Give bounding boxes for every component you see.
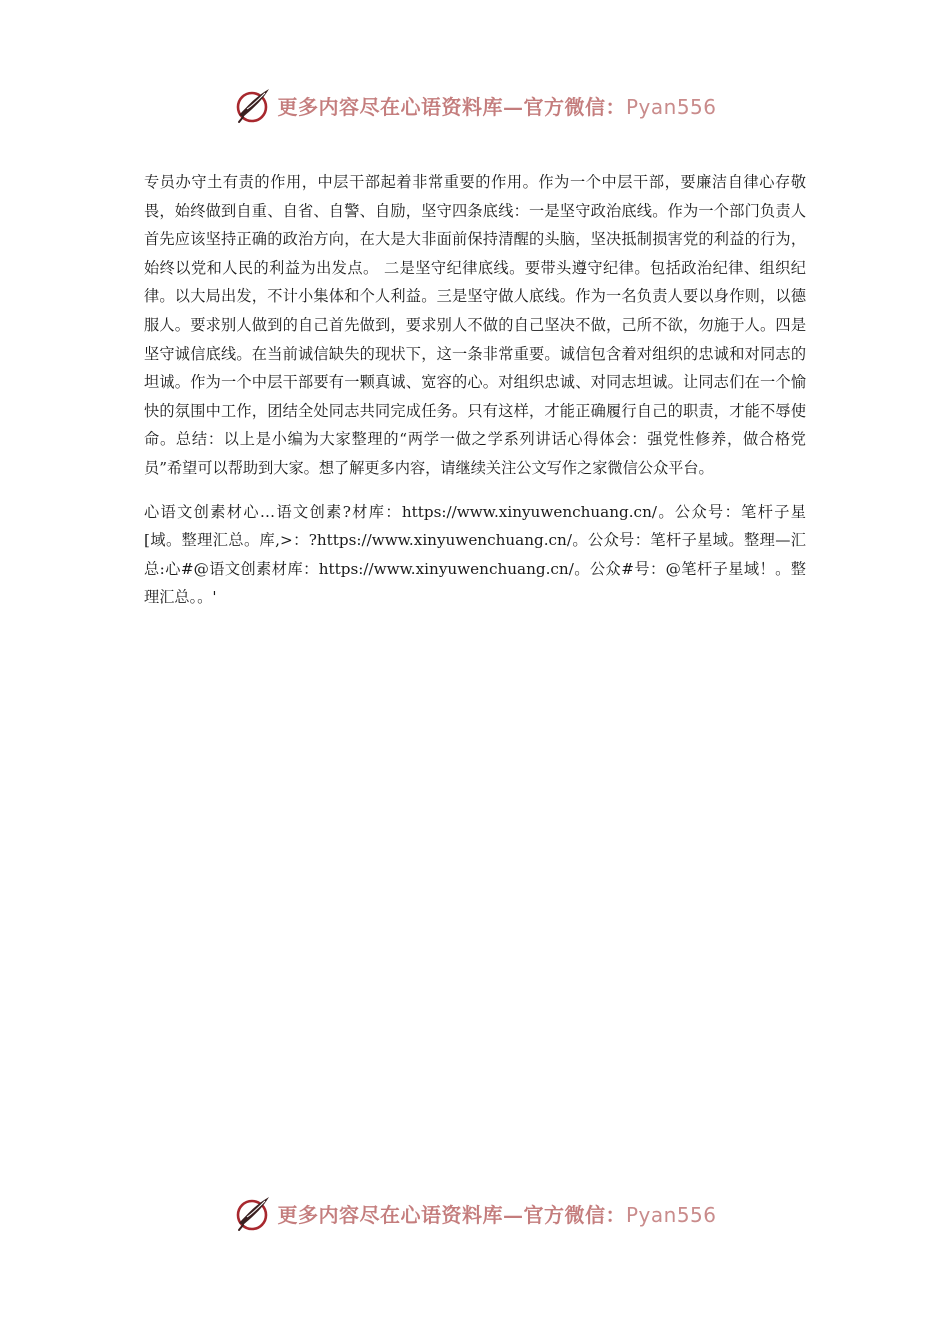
body-paragraph-2: 心语文创素材心…语文创素?材库：https://www.xinyuwenchuang.cn/。公众号：笔杆子星[域。整理汇总。库,>：?https://www.xinyuwenchuang.cn/。公众号：笔杆子星域。整理—汇总:心#@语文创素材库：https://www.xinyuwenchuang.cn/。公众#号：@笔杆子星域！。整理汇总。。' <box>144 502 806 607</box>
footer-banner-text <box>277 1199 716 1228</box>
footer-banner-cn: 更多内容尽在心语资料库—官方微信： <box>277 1202 626 1227</box>
quill-pen-logo-icon <box>233 1193 273 1233</box>
quill-pen-logo-icon <box>233 85 273 125</box>
header-banner <box>0 82 950 128</box>
header-banner-text <box>277 91 716 120</box>
footer-wechat-id: Pyan556 <box>625 1202 717 1227</box>
document-body <box>144 168 806 612</box>
body-paragraph-1: 专员办守土有责的作用，中层干部起着非常重要的作用。作为一个中层干部，要廉洁自律心存敬畏，始终做到自重、自省、自警、自励，坚守四条底线：一是坚守政治底线。作为一个部门负责人首先应该坚持正确的政治方向，在大是大非面前保持清醒的头脑，坚决抵制损害党的利益的行为，始终以党和人民的利益为出发点。 二是坚守纪律底线。要带头遵守纪律。包括政治纪律、组织纪律。以大局出发，不计小集体和个人利益。三是坚守做人底线。作为一名负责人要以身作则，以德服人。要求别人做到的自己首先做到，要求别人不做的自己坚决不做，己所不欲，勿施于人。四是坚守诚信底线。在当前诚信缺失的现状下，这一条非常重要。诚信包含着对组织的忠诚和对同志的坦诚。作为一个中层干部要有一颗真诚、宽容的心。对组织忠诚、对同志坦诚。让同志们在一个愉快的氛围中工作，团结全处同志共同完成任务。只有这样，才能正确履行自己的职责，才能不辱使命。总结：以上是小编为大家整理的“两学一做之学系列讲话心得体会：强党性修养，做合格党员”希望可以帮助到大家。想了解更多内容，请继续关注公文写作之家微信公众平台。 <box>144 173 806 477</box>
header-wechat-id: Pyan556 <box>625 94 717 119</box>
header-banner-cn: 更多内容尽在心语资料库—官方微信： <box>277 94 626 119</box>
footer-banner <box>0 1190 950 1236</box>
